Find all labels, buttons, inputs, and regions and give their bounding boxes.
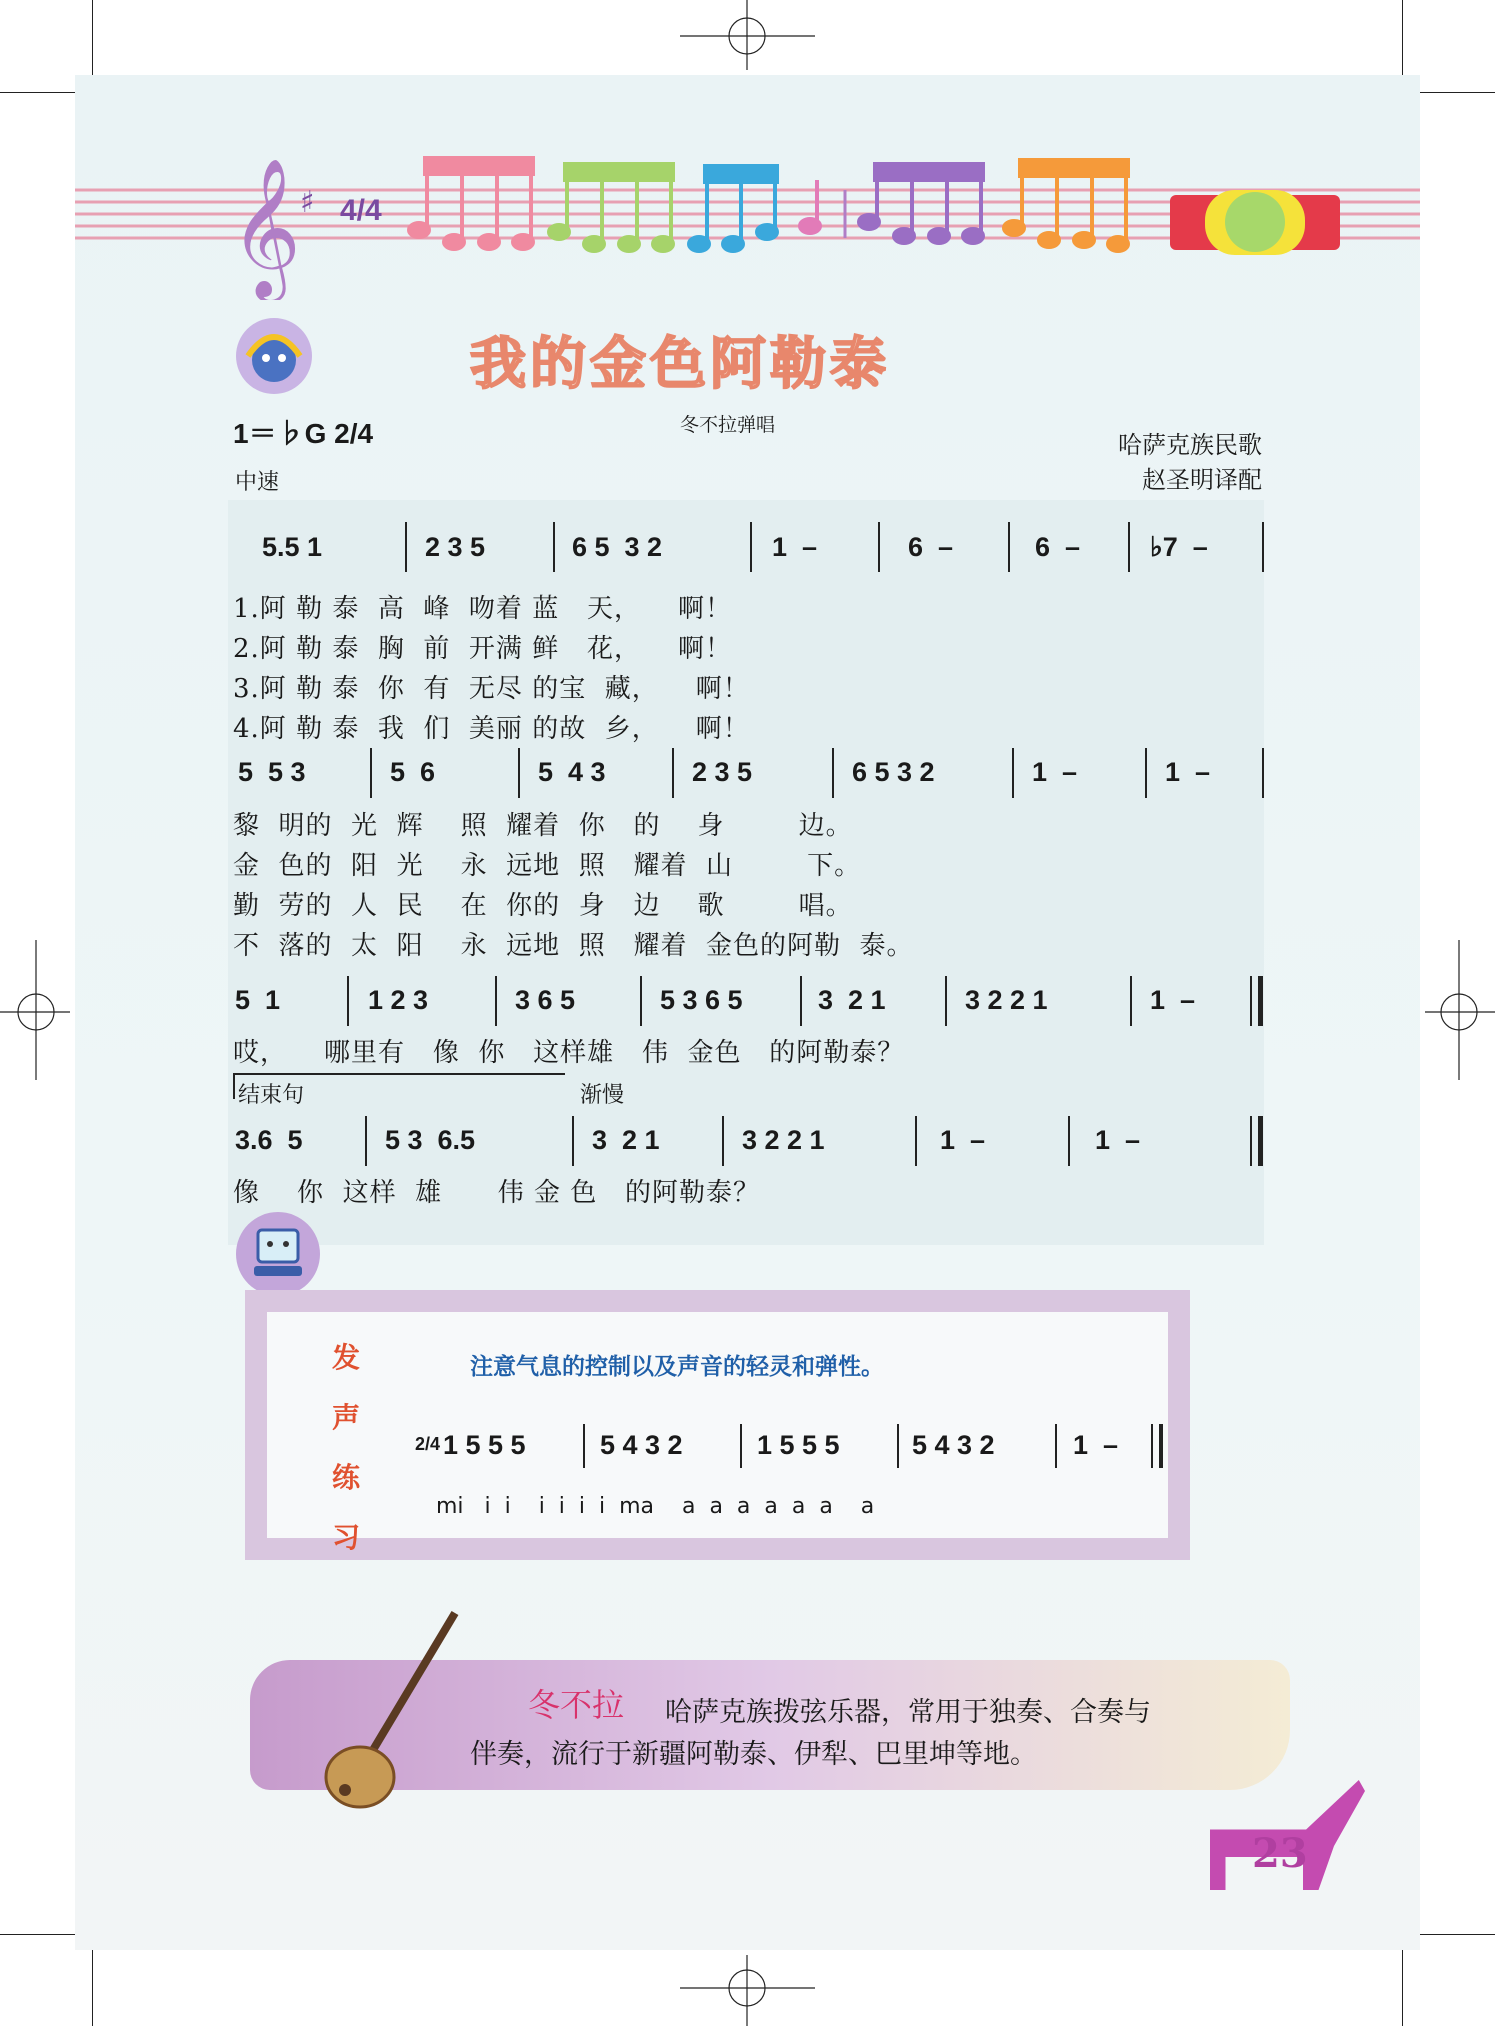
measure: 3 2 2 1 xyxy=(742,1125,825,1155)
measure: 6 – xyxy=(1035,532,1081,562)
song-title: 我的金色阿勒泰 xyxy=(470,331,890,397)
measure: ♭7 – xyxy=(1150,532,1208,562)
exercise-syllables: mi i i i i i i ma a a a a a a a xyxy=(436,1494,875,1519)
lyric-line: 哎， 哪里有 像 你 这样雄 伟 金色 的阿勒泰？ xyxy=(233,1038,905,1068)
measure: 1 – xyxy=(940,1125,986,1155)
exercise-measure: 1 5 5 5 xyxy=(443,1430,526,1460)
measure: 5 5 3 xyxy=(238,757,306,787)
instrument-description-line: 哈萨克族拨弦乐器，常用于独奏、合奏与 xyxy=(665,1697,1151,1728)
measure: 1 – xyxy=(1032,757,1078,787)
measure: 1 – xyxy=(1095,1125,1141,1155)
measure: 3.6 5 xyxy=(235,1125,303,1155)
measure: 2 3 5 xyxy=(425,532,486,562)
exercise-time-signature: 2/4 xyxy=(415,1434,441,1454)
treble-clef-icon: 𝄞 xyxy=(230,158,301,297)
measure: 1 – xyxy=(1165,757,1211,787)
exercise-measure: 5 4 3 2 xyxy=(912,1430,995,1460)
lyric-line: 黎 明的 光 辉 照 耀着 你 的 身 边。 xyxy=(233,811,853,841)
measure: 5 3 6 5 xyxy=(660,985,743,1015)
measure: 6 5 3 2 xyxy=(852,757,935,787)
measure: 5 1 xyxy=(235,985,281,1015)
instrument-name: 冬不拉 xyxy=(528,1686,625,1724)
headphones-icon xyxy=(232,312,316,396)
lyric-line: 2.阿 勒 泰 胸 前 开满 鲜 花， 啊！ xyxy=(233,634,733,664)
ritardando-label: 渐慢 xyxy=(580,1083,625,1108)
page-number: 23 xyxy=(1252,1830,1308,1877)
measure: 3 2 2 1 xyxy=(965,985,1048,1015)
dombra-icon xyxy=(315,1605,475,1815)
credit-arranger: 赵圣明译配 xyxy=(1142,466,1262,494)
lyric-line: 金 色的 阳 光 永 远地 照 耀着 山 下。 xyxy=(233,851,862,881)
instrument-description-line: 伴奏，流行于新疆阿勒泰、伊犁、巴里坤等地。 xyxy=(470,1739,1037,1770)
exercise-label-char: 发 xyxy=(332,1341,361,1374)
lyric-line: 勤 劳的 人 民 在 你的 身 边 歌 唱。 xyxy=(233,891,853,921)
exercise-measure: 5 4 3 2 xyxy=(600,1430,683,1460)
measure: 5.5 1 xyxy=(262,532,323,562)
header-staff-banner xyxy=(75,150,1420,300)
lyric-line: 4.阿 勒 泰 我 们 美丽 的故 乡， 啊！ xyxy=(233,714,750,744)
time-signature: 4/4 xyxy=(340,194,382,227)
accordion-icon xyxy=(1170,190,1340,255)
lyric-line: 像 你 这样 雄 伟 金 色 的阿勒泰？ xyxy=(233,1178,761,1208)
measure: 3 6 5 xyxy=(515,985,576,1015)
exercise-instruction: 注意气息的控制以及声音的轻灵和弹性。 xyxy=(470,1353,884,1380)
exercise-measure: 1 – xyxy=(1073,1430,1119,1460)
ending-label: 结束句 xyxy=(238,1083,305,1108)
measure: 5 4 3 xyxy=(538,757,606,787)
song-subtitle: 冬不拉弹唱 xyxy=(680,414,776,436)
measure: 1 2 3 xyxy=(368,985,429,1015)
computer-mascot-icon xyxy=(232,1208,324,1300)
measure: 1 – xyxy=(1150,985,1196,1015)
lyric-line: 不 落的 太 阳 永 远地 照 耀着 金色的阿勒 泰。 xyxy=(233,931,914,961)
key-signature: 1＝♭G 2/4 xyxy=(233,418,374,449)
measure: 1 – xyxy=(772,532,818,562)
measure: 5 6 xyxy=(390,757,436,787)
credit-origin: 哈萨克族民歌 xyxy=(1118,431,1262,459)
lyric-line: 1.阿 勒 泰 高 峰 吻着 蓝 天， 啊！ xyxy=(233,594,733,624)
vocal-exercise-box xyxy=(245,1290,1190,1560)
exercise-label-char: 声 xyxy=(332,1401,361,1434)
tempo-marking: 中速 xyxy=(235,470,280,495)
measure: 3 2 1 xyxy=(592,1125,660,1155)
measure: 6 5 3 2 xyxy=(572,532,663,562)
sharp-icon: ♯ xyxy=(300,185,315,220)
measure: 5 3 6.5 xyxy=(385,1125,476,1155)
exercise-measure: 1 5 5 5 xyxy=(757,1430,840,1460)
exercise-label-char: 习 xyxy=(332,1521,361,1554)
measure: 6 – xyxy=(908,532,954,562)
lyric-line: 3.阿 勒 泰 你 有 无尽 的宝 藏， 啊！ xyxy=(233,674,750,704)
exercise-label-char: 练 xyxy=(332,1461,361,1494)
measure: 3 2 1 xyxy=(818,985,886,1015)
measure: 2 3 5 xyxy=(692,757,753,787)
